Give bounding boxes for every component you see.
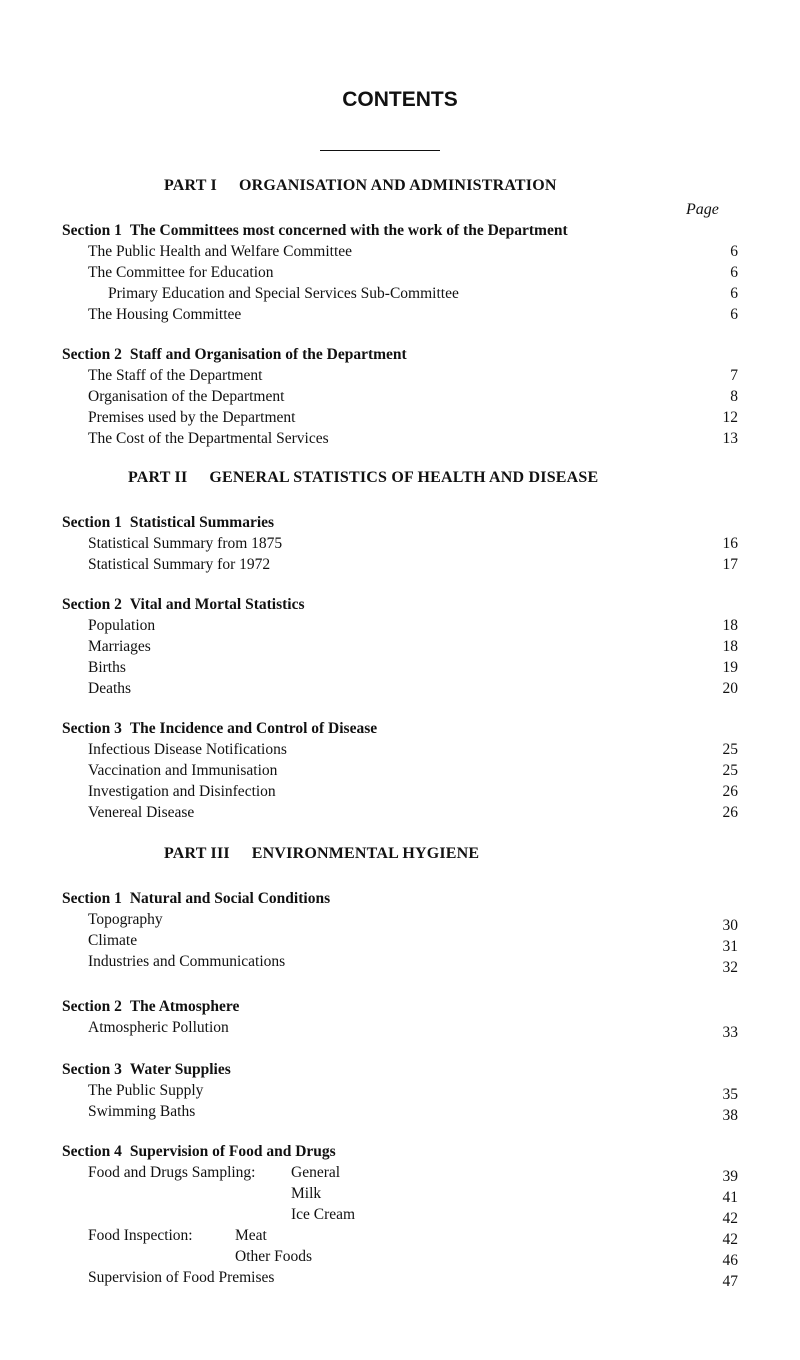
entry-label: Swimming Baths	[88, 1103, 196, 1120]
section-heading	[62, 1061, 231, 1079]
entry-label: Statistical Summary from 1875	[88, 535, 283, 552]
toc-entry	[88, 680, 738, 701]
section-title: Vital and Mortal Statistics	[129, 596, 305, 613]
part-heading	[128, 469, 598, 487]
toc-entry	[88, 556, 738, 577]
section-heading	[62, 890, 330, 908]
entry-label: Infectious Disease Notifications	[88, 741, 287, 758]
entry-label: Food Inspection:	[88, 1227, 193, 1244]
toc-entry	[88, 804, 738, 825]
entry-label: Population	[88, 617, 156, 634]
toc-entry	[88, 367, 738, 388]
entry-page: 6	[730, 243, 738, 260]
entry-sublabel: Other Foods	[235, 1248, 313, 1265]
entry-page: 19	[722, 659, 738, 676]
toc-entry	[88, 1082, 738, 1103]
toc-entry	[88, 932, 738, 953]
entry-page: 6	[730, 285, 738, 302]
section-title: The Committees most concerned with the work of the Department	[129, 222, 568, 239]
entry-page: 47	[722, 1273, 738, 1290]
entry-page: 42	[722, 1231, 738, 1248]
entry-label: Premises used by the Department	[88, 409, 296, 426]
entry-label: The Committee for Education	[88, 264, 274, 281]
entry-label: Industries and Communications	[88, 953, 286, 970]
toc-entry	[88, 638, 738, 659]
entry-page: 26	[722, 783, 738, 800]
entry-page: 42	[722, 1210, 738, 1227]
section-number: Section 2	[62, 596, 122, 613]
entry-label: Climate	[88, 932, 138, 949]
part-title: ENVIRONMENTAL HYGIENE	[251, 845, 480, 862]
title-divider	[320, 150, 440, 151]
section-number: Section 1	[62, 514, 122, 531]
toc-entry	[88, 1185, 738, 1206]
entry-label: Vaccination and Immunisation	[88, 762, 278, 779]
section-heading	[62, 346, 407, 364]
toc-entry	[88, 285, 738, 306]
entry-page: 18	[722, 617, 738, 634]
entry-sublabel: Meat	[235, 1227, 267, 1244]
entry-page: 17	[722, 556, 738, 573]
entry-label: Births	[88, 659, 126, 676]
section-title: Staff and Organisation of the Department	[129, 346, 407, 363]
toc-entry	[88, 1206, 738, 1227]
section-number: Section 3	[62, 1061, 122, 1078]
entry-sublabel: General	[291, 1164, 341, 1181]
section-title: Supervision of Food and Drugs	[129, 1143, 336, 1160]
toc-entry	[88, 1164, 738, 1185]
entry-page: 33	[722, 1024, 738, 1041]
toc-entry	[88, 1103, 738, 1124]
entry-label: Organisation of the Department	[88, 388, 285, 405]
entry-label: Supervision of Food Premises	[88, 1269, 275, 1286]
entry-label: The Public Supply	[88, 1082, 204, 1099]
section-heading	[62, 514, 274, 532]
section-heading	[62, 596, 305, 614]
page-column-label: Page	[686, 201, 719, 218]
part-heading	[164, 177, 557, 195]
toc-entry	[88, 264, 738, 285]
section-heading	[62, 998, 239, 1016]
section-heading	[62, 720, 377, 738]
toc-entry	[88, 741, 738, 762]
entry-label: Deaths	[88, 680, 132, 697]
entry-page: 8	[730, 388, 738, 405]
toc-entry	[88, 1019, 738, 1040]
part-title: GENERAL STATISTICS OF HEALTH AND DISEASE	[209, 469, 599, 486]
entry-page: 25	[722, 762, 738, 779]
toc-entry	[88, 953, 738, 974]
toc-entry	[88, 306, 738, 327]
entry-page: 39	[722, 1168, 738, 1185]
section-number: Section 2	[62, 998, 122, 1015]
entry-label: The Cost of the Departmental Services	[88, 430, 329, 447]
entry-page: 35	[722, 1086, 738, 1103]
entry-label: Investigation and Disinfection	[88, 783, 276, 800]
toc-entry	[88, 783, 738, 804]
page-title: CONTENTS	[342, 88, 458, 111]
toc-entry	[88, 535, 738, 556]
entry-page: 41	[722, 1189, 738, 1206]
entry-label: The Staff of the Department	[88, 367, 263, 384]
entry-page: 46	[722, 1252, 738, 1269]
section-title: The Atmosphere	[129, 998, 240, 1015]
section-number: Section 3	[62, 720, 122, 737]
section-heading	[62, 222, 568, 240]
entry-page: 7	[730, 367, 738, 384]
toc-entry	[88, 409, 738, 430]
section-title: Water Supplies	[129, 1061, 231, 1078]
entry-label: Topography	[88, 911, 163, 928]
entry-sublabel: Ice Cream	[291, 1206, 356, 1223]
entry-label: Atmospheric Pollution	[88, 1019, 229, 1036]
entry-page: 18	[722, 638, 738, 655]
entry-page: 16	[722, 535, 738, 552]
section-number: Section 1	[62, 890, 122, 907]
section-title: Statistical Summaries	[129, 514, 275, 531]
section-number: Section 4	[62, 1143, 122, 1160]
section-number: Section 1	[62, 222, 122, 239]
entry-label: Marriages	[88, 638, 151, 655]
entry-page: 12	[722, 409, 738, 426]
entry-label: The Public Health and Welfare Committee	[88, 243, 353, 260]
section-number: Section 2	[62, 346, 122, 363]
entry-page: 38	[722, 1107, 738, 1124]
entry-page: 32	[722, 959, 738, 976]
entry-page: 26	[722, 804, 738, 821]
entry-page: 13	[722, 430, 738, 447]
toc-entry	[88, 1269, 738, 1290]
entry-label: Food and Drugs Sampling:	[88, 1164, 256, 1181]
toc-entry	[88, 911, 738, 932]
entry-page: 31	[722, 938, 738, 955]
toc-entry	[88, 1248, 738, 1269]
entry-page: 30	[722, 917, 738, 934]
toc-entry	[88, 1227, 738, 1248]
toc-entry	[88, 430, 738, 451]
part-number: PART III	[164, 845, 230, 862]
entry-page: 6	[730, 306, 738, 323]
part-number: PART II	[128, 469, 188, 486]
toc-entry	[88, 659, 738, 680]
entry-sublabel: Milk	[291, 1185, 322, 1202]
section-heading	[62, 1143, 336, 1161]
entry-page: 20	[722, 680, 738, 697]
entry-label: Statistical Summary for 1972	[88, 556, 271, 573]
entry-label: Primary Education and Special Services Sub-Committee	[108, 285, 459, 302]
toc-entry	[88, 762, 738, 783]
entry-label: The Housing Committee	[88, 306, 242, 323]
entry-page: 6	[730, 264, 738, 281]
entry-label: Venereal Disease	[88, 804, 195, 821]
toc-entry	[88, 617, 738, 638]
part-heading	[164, 845, 479, 863]
part-title: ORGANISATION AND ADMINISTRATION	[238, 177, 557, 194]
part-number: PART I	[164, 177, 217, 194]
section-title: Natural and Social Conditions	[129, 890, 331, 907]
section-title: The Incidence and Control of Disease	[129, 720, 378, 737]
toc-entry	[88, 243, 738, 264]
entry-page: 25	[722, 741, 738, 758]
toc-entry	[88, 388, 738, 409]
